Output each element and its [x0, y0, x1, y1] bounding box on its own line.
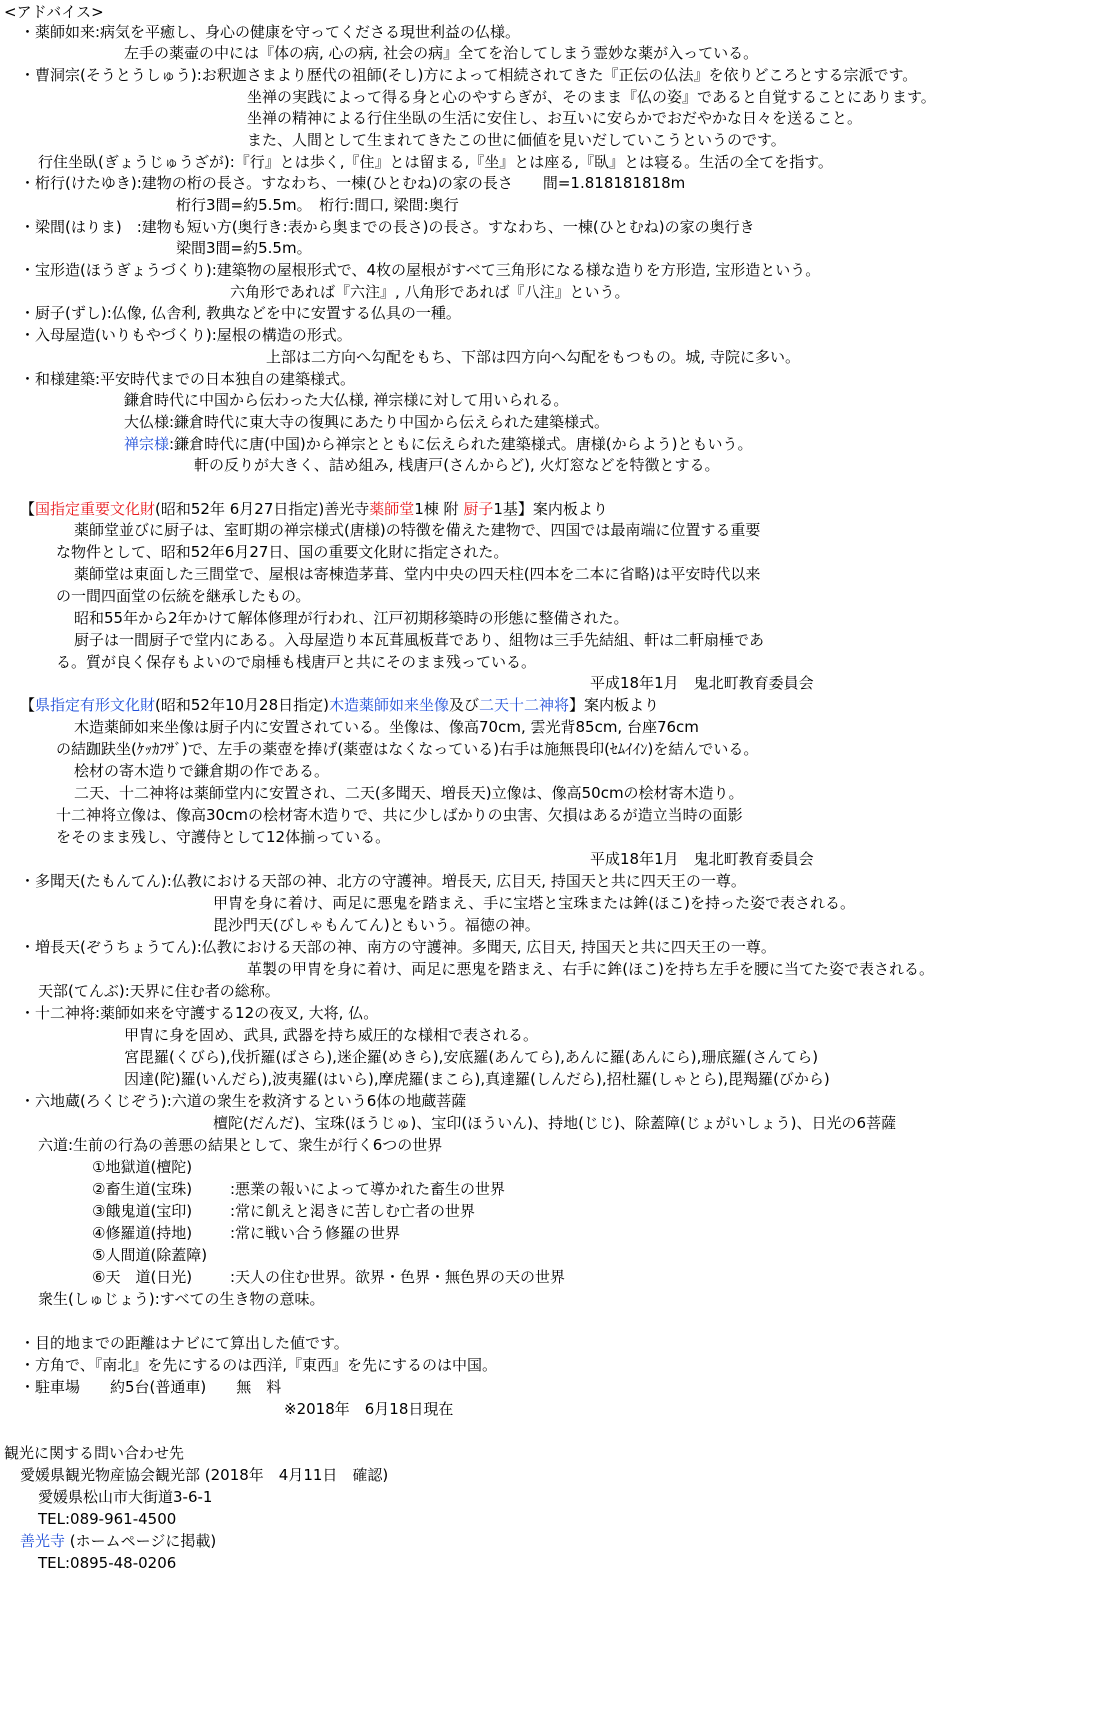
soto-def-cont-2: 坐禅の精神による行住坐臥の生活に安住し、お互いに安らかでおだやかな日々を送ること。 [247, 109, 863, 127]
zenshuyo-desc: :鎌倉時代に唐(中国)から禅宗とともに伝えられた建築様式。唐様(からよう)ともいう。 [169, 435, 753, 453]
tenbu-def: 天部(てんぶ):天界に住む者の総称。 [38, 982, 280, 1000]
rokudo-item-name: ③餓鬼道(宝印) [92, 1202, 193, 1220]
yakushi-def: ・薬師如来:病気を平癒し、身心の健康を守ってくださる現世利益の仏様。 [20, 23, 521, 41]
rokudo-item-name: ⑤人間道(除蓋障) [92, 1246, 208, 1264]
zocho-def: ・増長天(ぞうちょうてん):仏教における天部の神、南方の守護神。多聞天, 広目天, 持国天と共に四天王の一尊。 [20, 938, 776, 956]
note-direction: ・方角で、『南北』を先にするのは西洋,『東西』を先にするのは中国。 [20, 1356, 497, 1374]
juni-def: ・十二神将:薬師如来を守護する12の夜叉, 大将, 仏。 [20, 1004, 379, 1022]
daibutsuyo-def: 大仏様:鎌倉時代に東大寺の復興にあたり中国から伝えられた建築様式。 [124, 413, 610, 431]
hogyo-def: ・宝形造(ほうぎょうづくり):建築物の屋根形式で、4枚の屋根がすべて三角形になる様な造りを方形造, 宝形造という。 [20, 261, 821, 279]
zenshuyo-def-cont: 軒の反りが大きく、詰め組み, 桟唐戸(さんからど), 火灯窓などを特徴とする。 [194, 456, 720, 474]
rokudo-def: 六道:生前の行為の善悪の結果として、衆生が行く6つの世界 [38, 1136, 443, 1154]
national-para-5: 昭和55年から2年かけて解体修理が行われ、江戸初期移築時の形態に整備された。 [74, 609, 629, 627]
temple-note: (ホームページに掲載) [65, 1532, 217, 1550]
contact-tel-2: TEL:0895-48-0206 [38, 1554, 177, 1572]
zushi-def: ・厨子(ずし):仏像, 仏舎利, 教典などを中に安置する仏具の一種。 [20, 304, 461, 322]
tamon-def: ・多聞天(たもんてん):仏教における天部の神、北方の守護神。増長天, 広目天, 持国天と共に四天王の一尊。 [20, 872, 746, 890]
prefectural-para-2: の結跏趺坐(ｹｯｶﾌｻﾞ)で、左手の薬壺を捧げ(薬壺はなくなっている)右手は施無畏印(ｾﾑｲｲﾝ)を結んでいる。 [56, 740, 759, 758]
harima-def: ・梁間(はりま) :建物も短い方(奥行き:表から奥までの長さ)の長さ。すなわち、一棟(ひとむね)の家の奥行き [20, 218, 755, 236]
note-distance: ・目的地までの距離はナビにて算出した値です。 [20, 1334, 349, 1352]
rokudo-item-desc: :天人の住む世界。欲界・色界・無色界の天の世界 [230, 1268, 566, 1286]
prefectural-para-6: をそのまま残し、守護侍として12体揃っている。 [56, 828, 391, 846]
zenshuyo-term: 禅宗様 [124, 435, 170, 453]
note-parking: ・駐車場 約5台(普通車) 無 料 [20, 1378, 282, 1396]
national-para-2: な物件として、昭和52年6月27日、国の重要文化財に指定された。 [56, 543, 509, 561]
national-heading: 【国指定重要文化財(昭和52年 6月27日指定)善光寺薬師堂1棟 附 厨子1基】案内板より [20, 500, 608, 518]
tamon-def-cont-2: 毘沙門天(びしゃもんてん)ともいう。福徳の神。 [213, 916, 540, 934]
irimoya-def: ・入母屋造(いりもやづくり):屋根の構造の形式。 [20, 326, 352, 344]
wayo-def: ・和様建築:平安時代までの日本独自の建築様式。 [20, 370, 356, 388]
zushi-term: 厨子 [463, 500, 494, 518]
rokudo-item-desc: :悪業の報いによって導かれた畜生の世界 [230, 1180, 506, 1198]
contact-address: 愛媛県松山市大街道3-6-1 [38, 1488, 213, 1506]
note-date: ※2018年 6月18日現在 [284, 1400, 454, 1418]
yakushido-term: 薬師堂 [369, 500, 415, 518]
contact-temple [20, 1531, 216, 1551]
juni-def-cont-1: 甲冑に身を固め、武具, 武器を持ち威圧的な様相で表される。 [124, 1026, 538, 1044]
prefectural-para-5: 十二神将立像は、像高30cmの桧材寄木造りで、共に少しばかりの虫害、欠損はあるが造立当時の面影 [56, 806, 743, 824]
ketayuki-def: ・桁行(けたゆき):建物の桁の長さ。すなわち、一棟(ひとむね)の家の長さ 間=1.818181818m [20, 174, 686, 192]
soto-def-cont-3: また、人間として生まれてきたこの世に価値を見いだしていこうというのです。 [247, 131, 786, 149]
yakushi-statue-term: 木造薬師如来坐像 [329, 696, 450, 714]
prefectural-para-4: 二天、十二神将は薬師堂内に安置され、二天(多聞天、増長天)立像は、像高50cmの桧材寄木造り。 [74, 784, 744, 802]
soto-def: ・曹洞宗(そうとうしゅう):お釈迦さまより歴代の祖師(そし)方によって相続されてきた『正伝の仏法』を依りどころとする宗派です。 [20, 66, 918, 84]
wayo-def-cont-1: 鎌倉時代に中国から伝わった大仏様, 禅宗様に対して用いられる。 [124, 391, 569, 409]
harima-def-cont: 梁間3間=約5.5m。 [176, 239, 312, 257]
rokudo-item-name: ①地獄道(檀陀) [92, 1158, 193, 1176]
yakushi-def-cont: 左手の薬壷の中には『体の病, 心の病, 社会の病』全てを治してしまう霊妙な薬が入っている。 [124, 44, 759, 62]
zocho-def-cont: 革製の甲冑を身に着け、両足に悪鬼を踏まえ、右手に鉾(ほこ)を持ち左手を腰に当てた姿で表される。 [247, 960, 935, 978]
rokudo-item-name: ②畜生道(宝珠) [92, 1180, 193, 1198]
national-signature: 平成18年1月 鬼北町教育委員会 [590, 674, 814, 692]
zenshuyo-def [124, 434, 752, 454]
national-tag: 国指定重要文化財 [35, 500, 156, 518]
national-para-1: 薬師堂並びに厨子は、室町期の禅宗様式(唐様)の特徴を備えた建物で、四国では最南端に位置する重要 [74, 521, 761, 539]
contact-org: 愛媛県観光物産協会観光部 (2018年 4月11日 確認) [20, 1466, 389, 1484]
juni-names-2: 因達(陀)羅(いんだら),波夷羅(はいら),摩虎羅(まこら),真達羅(しんだら),招杜羅(しゃとら),毘羯羅(びから) [124, 1070, 830, 1088]
rokujizo-def: ・六地蔵(ろくじぞう):六道の衆生を救済するという6体の地蔵菩薩 [20, 1092, 467, 1110]
contact-title: 観光に関する問い合わせ先 [4, 1444, 185, 1462]
irimoya-def-cont: 上部は二方向へ勾配をもち、下部は四方向へ勾配をもつもの。城, 寺院に多い。 [266, 348, 800, 366]
hogyo-def-cont: 六角形であれば『六注』, 八角形であれば『八注』という。 [230, 283, 630, 301]
national-para-4: の一間四面堂の伝統を継承したもの。 [56, 587, 311, 605]
national-para-3: 薬師堂は東面した三間堂で、屋根は寄棟造茅葺、堂内中央の四天柱(四本を二本に省略)は平安時代以来 [74, 565, 761, 583]
soto-def-cont-1: 坐禅の実践によって得る身と心のやすらぎが、そのまま『仏の姿』であると自覚することにあります。 [247, 88, 936, 106]
ketayuki-def-cont: 桁行3間=約5.5m。 桁行:間口, 梁間:奥行 [176, 196, 459, 214]
prefectural-tag: 県指定有形文化財 [35, 696, 156, 714]
prefectural-para-3: 桧材の寄木造りで鎌倉期の作である。 [74, 762, 330, 780]
rokudo-item-desc: :常に戦い合う修羅の世界 [230, 1224, 401, 1242]
rokudo-item-name: ④修羅道(持地) [92, 1224, 193, 1242]
national-para-6: 厨子は一間厨子で堂内にある。入母屋造り本瓦葺風板葺であり、組物は三手先結組、軒は二軒扇棰であ [74, 631, 765, 649]
rokujizo-def-cont: 檀陀(だんだ)、宝珠(ほうじゅ)、宝印(ほういん)、持地(じじ)、除蓋障(じょがいしょう)、日光の6菩薩 [213, 1114, 897, 1132]
rokudo-item-name: ⑥天 道(日光) [92, 1268, 193, 1286]
tamon-def-cont-1: 甲冑を身に着け、両足に悪鬼を踏まえ、手に宝塔と宝珠または鉾(ほこ)を持った姿で表される。 [213, 894, 856, 912]
gyoju-def: 行住坐臥(ぎょうじゅうざが):『行』とは歩く,『住』とは留まる,『坐』とは座る,『臥』とは寝る。生活の全てを指す。 [38, 153, 833, 171]
niten-juni-term: 二天十二神将 [479, 696, 570, 714]
prefectural-signature: 平成18年1月 鬼北町教育委員会 [590, 850, 814, 868]
prefectural-heading: 【県指定有形文化財(昭和52年10月28日指定)木造薬師如来坐像及び二天十二神将】案内板より [20, 696, 660, 714]
shujo-def: 衆生(しゅじょう):すべての生き物の意味。 [38, 1290, 325, 1308]
rokudo-item-desc: :常に飢えと渇きに苦しむ亡者の世界 [230, 1202, 476, 1220]
prefectural-para-1: 木造薬師如来坐像は厨子内に安置されている。坐像は、像高70cm, 雲光背85cm, 台座76cm [74, 718, 699, 736]
juni-names-1: 宮毘羅(くびら),伐折羅(ばさら),迷企羅(めきら),安底羅(あんてら),あんに羅(あんにら),珊底羅(さんてら) [124, 1048, 819, 1066]
advice-heading: <アドバイス> [4, 3, 104, 21]
national-para-7: る。質が良く保存もよいので扇棰も桟唐戸と共にそのまま残っている。 [56, 653, 537, 671]
contact-tel-1: TEL:089-961-4500 [38, 1510, 177, 1528]
temple-link[interactable]: 善光寺 [20, 1532, 66, 1550]
